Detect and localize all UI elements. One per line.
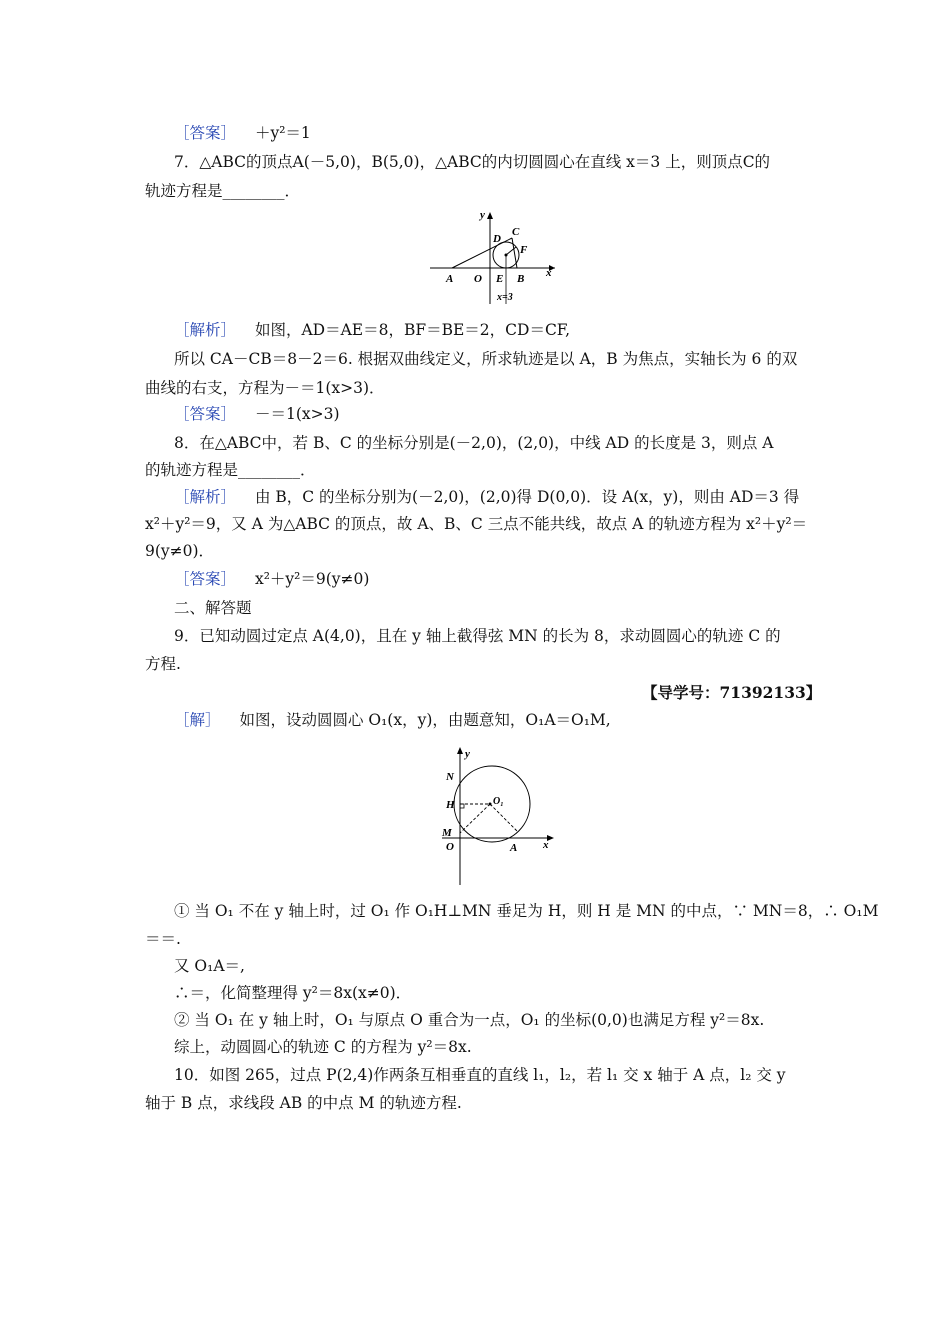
center-o1	[489, 803, 492, 806]
label-d: D	[493, 233, 501, 245]
solution-9-line-3: ＝＝.	[145, 930, 181, 948]
answer-text: ＋y²＝1	[254, 124, 311, 142]
question-10-line-1: 10．如图 265，过点 P(2,4)作两条互相垂直的直线 l₁，l₂，若 l₁ 交 x 轴于 A 点，l₂ 交 y	[174, 1066, 786, 1084]
solution-8-line-1	[174, 487, 799, 507]
segment-o1m	[460, 804, 490, 833]
label-f: F	[520, 244, 528, 256]
solution-text: 如图，AD＝AE＝8，BF＝BE＝2，CD＝CF,	[254, 321, 571, 339]
y-axis-arrow	[457, 747, 463, 754]
label-o: O	[446, 841, 454, 853]
y-axis-arrow	[487, 212, 493, 219]
answer-tag: ［答案］	[174, 570, 237, 588]
solution-8-line-3: 9(y≠0)．	[145, 542, 215, 560]
answer-text: －＝1(x>3)	[254, 405, 340, 423]
label-x: x	[543, 839, 549, 851]
guide-number: 【导学号：71392133】	[642, 683, 822, 702]
solution-7-line-3: 曲线的右支，方程为－＝1(x>3)．	[145, 379, 385, 397]
label-h: H	[446, 799, 455, 811]
solution-7-line-2: 所以 CA－CB＝8－2＝6. 根据双曲线定义，所求轨迹是以 A，B 为焦点，实轴长为 6 的双	[174, 350, 798, 368]
incircle-figure	[420, 202, 560, 310]
solution-9-line-2: ① 当 O₁ 不在 y 轴上时，过 O₁ 作 O₁H⊥MN 垂足为 H，则 H 是 MN 的中点，∵ MN＝8，∴ O₁M	[174, 902, 879, 920]
segment-o1a	[490, 804, 518, 832]
label-y: y	[465, 748, 470, 760]
solution-9-line-1	[174, 710, 611, 730]
answer-6	[174, 123, 311, 143]
section-heading: 二、解答题	[174, 599, 252, 617]
solution-9-line-7: 综上，动圆圆心的轨迹 C 的方程为 y²＝8x.	[174, 1038, 472, 1056]
solution-9-line-6: ② 当 O₁ 在 y 轴上时，O₁ 与原点 O 重合为一点，O₁ 的坐标(0,0)也满足方程 y²＝8x.	[174, 1011, 765, 1029]
question-7-line-1: 7．△ABC的顶点A(－5,0)，B(5,0)，△ABC的内切圆圆心在直线 x＝3 上，则顶点C的	[174, 153, 771, 171]
question-8-line-1: 8．在△ABC中，若 B、C 的坐标分别是(－2,0)，(2,0)，中线 AD 的长度是 3，则点 A	[174, 434, 774, 452]
label-a: A	[446, 273, 454, 285]
label-n: N	[446, 771, 454, 783]
answer-tag: ［答案］	[174, 124, 237, 142]
solution-tag: ［解析］	[174, 488, 237, 506]
question-7-line-2: 轨迹方程是________．	[145, 182, 301, 200]
label-a: A	[510, 842, 518, 854]
label-e: E	[496, 273, 504, 285]
question-9-line-1: 9．已知动圆过定点 A(4,0)，且在 y 轴上截得弦 MN 的长为 8，求动圆圆心的轨迹 C 的	[174, 627, 781, 645]
answer-8	[174, 569, 369, 589]
label-o: O	[474, 273, 482, 285]
label-c: C	[512, 226, 520, 238]
label-b: B	[517, 273, 525, 285]
answer-text: x²＋y²＝9(y≠0)	[254, 570, 370, 588]
right-angle-mark	[460, 804, 464, 808]
solution-9-line-4: 又 O₁A＝,	[174, 957, 245, 975]
label-y: y	[480, 209, 485, 221]
solution-tag: ［解析］	[174, 321, 237, 339]
solution-text: 由 B，C 的坐标分别为(－2,0)，(2,0)得 D(0,0)．设 A(x，y)，则由 AD＝3 得	[254, 488, 800, 506]
question-9-line-2: 方程.	[145, 655, 181, 673]
solution-9-line-5: ∴＝，化简整理得 y²＝8x(x≠0)．	[174, 984, 412, 1002]
solution-tag: ［解］	[174, 711, 221, 729]
solution-text: 如图，设动圆圆心 O₁(x，y)，由题意知，O₁A＝O₁M,	[239, 711, 611, 729]
answer-tag: ［答案］	[174, 405, 237, 423]
moving-circle-figure	[432, 743, 562, 891]
label-x: x	[546, 267, 552, 279]
label-m: M	[442, 827, 452, 839]
solution-8-line-2: x²＋y²＝9，又 A 为△ABC 的顶点，故 A、B、C 三点不能共线，故点 A 的轨迹方程为 x²＋y²＝	[145, 515, 808, 533]
label-o1: O₁	[493, 796, 504, 807]
question-8-line-2: 的轨迹方程是________．	[145, 461, 316, 479]
question-10-line-2: 轴于 B 点，求线段 AB 的中点 M 的轨迹方程.	[145, 1094, 462, 1112]
answer-7	[174, 404, 340, 424]
solution-7-line-1	[174, 320, 570, 340]
label-x3: x=3	[497, 292, 513, 303]
